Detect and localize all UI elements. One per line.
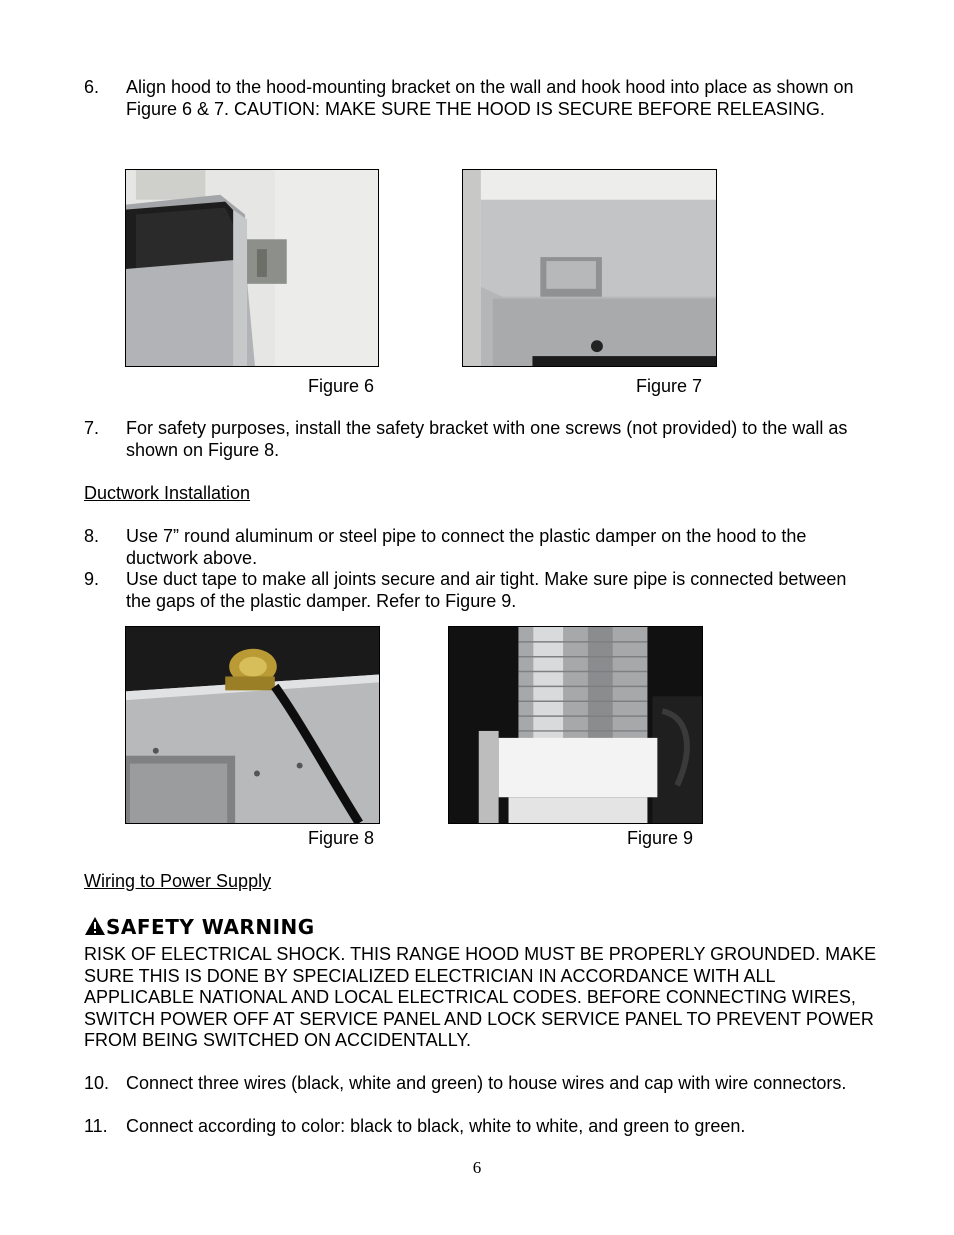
figure-6-photo xyxy=(125,169,379,367)
step-text: Align hood to the hood-mounting bracket on the wall and hook hood into place as shown on Figure 6 & 7. CAUTION: MAKE SURE THE HOOD IS SECURE BEFORE RELEASING. xyxy=(126,77,854,119)
section-heading-ductwork: Ductwork Installation xyxy=(84,483,251,503)
step-9 xyxy=(84,569,874,612)
step-text: Connect according to color: black to black, white to white, and green to green. xyxy=(126,1116,746,1136)
step-7 xyxy=(84,418,874,461)
step-11 xyxy=(84,1116,874,1138)
step-text: For safety purposes, install the safety bracket with one screws (not provided) to the wall as shown on Figure 8. xyxy=(126,418,848,460)
figure-9-caption: Figure 9 xyxy=(627,828,694,848)
step-number: 11. xyxy=(84,1116,108,1136)
step-number: 10. xyxy=(84,1073,110,1093)
step-text: Use duct tape to make all joints secure and air tight. Make sure pipe is connected between the gaps of the plastic damper. Refer to Figure 9. xyxy=(126,569,847,611)
step-number: 7. xyxy=(84,418,100,438)
page-number: 6 xyxy=(472,1158,482,1177)
step-text: Use 7” round aluminum or steel pipe to connect the plastic damper on the hood to the ductwork above. xyxy=(126,526,807,568)
figure-8-photo xyxy=(125,626,380,824)
safety-warning-title xyxy=(84,916,315,939)
step-8 xyxy=(84,526,874,569)
step-number: 6. xyxy=(84,77,100,97)
figure-8-caption: Figure 8 xyxy=(308,828,375,848)
figure-7-caption: Figure 7 xyxy=(636,376,703,396)
figure-7-photo xyxy=(462,169,717,367)
step-number: 8. xyxy=(84,526,100,546)
figure-6-caption: Figure 6 xyxy=(308,376,375,396)
warning-title-text: SAFETY WARNING xyxy=(106,915,315,939)
step-number: 9. xyxy=(84,569,100,589)
figure-9-photo xyxy=(448,626,703,824)
section-heading-wiring: Wiring to Power Supply xyxy=(84,871,272,891)
step-text: Connect three wires (black, white and green) to house wires and cap with wire connectors. xyxy=(126,1073,847,1093)
warning-triangle-icon xyxy=(84,916,106,936)
step-6 xyxy=(84,77,874,120)
step-10 xyxy=(84,1073,874,1095)
safety-warning-body: RISK OF ELECTRICAL SHOCK. THIS RANGE HOOD MUST BE PROPERLY GROUNDED. MAKE SURE THIS IS DONE BY SPECIALIZED ELECTRICIAN IN ACCORDANCE WITH ALL APPLICABLE NATIONAL AND LOCAL ELECTRICAL CODES. BEFORE CONNECTING WIRES, SWITCH POWER OFF AT SERVICE PANEL AND LOCK SERVICE PANEL TO PREVENT POWER FROM BEING SWITCHED ON ACCIDENTALLY. xyxy=(84,944,877,1050)
